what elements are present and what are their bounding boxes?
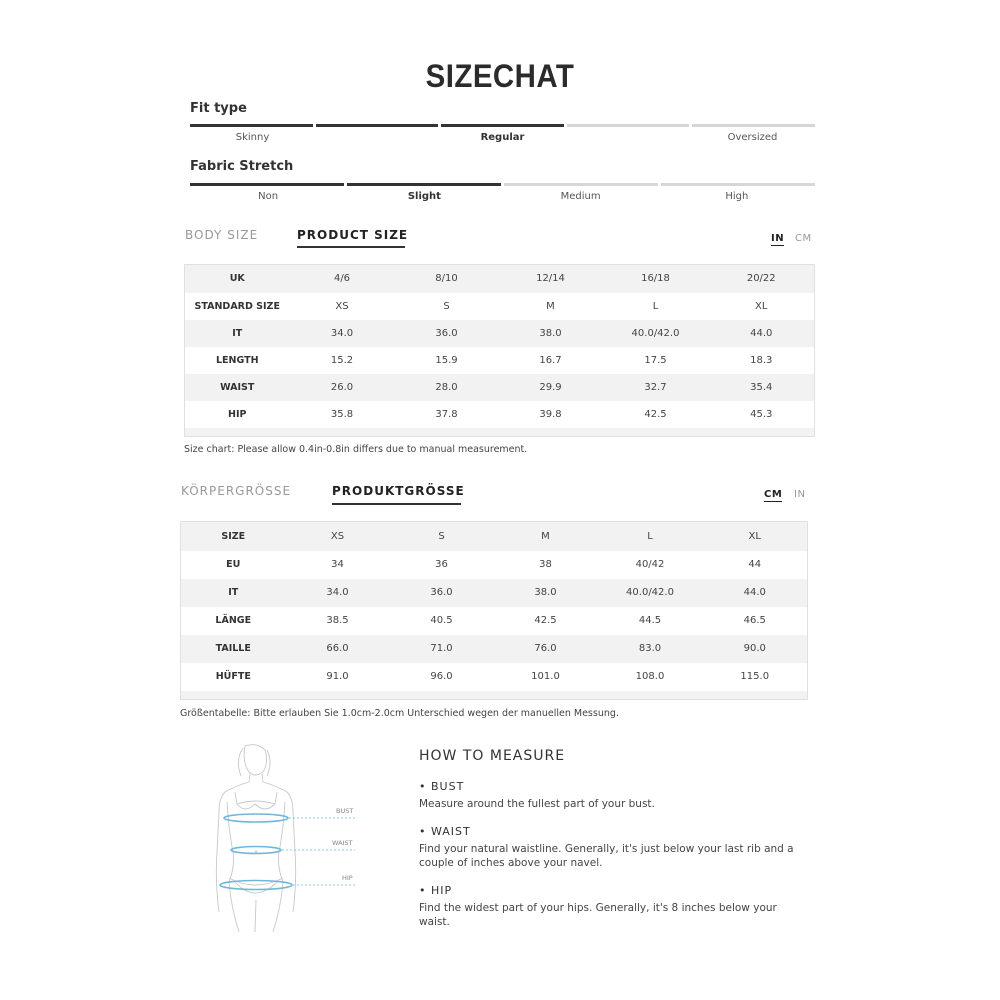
table-cell: 115.0 <box>740 671 770 682</box>
table-cell: 38 <box>539 559 552 570</box>
stretch-segment <box>347 183 501 186</box>
fit-segment <box>316 124 439 127</box>
measure-bust-desc: Measure around the fullest part of your bust. <box>419 798 655 810</box>
fit-option-blank <box>315 132 440 143</box>
table-row <box>181 663 808 691</box>
table-cell: 12/14 <box>536 273 565 285</box>
table-cell: 36.0 <box>435 327 458 339</box>
table-cell: 8/10 <box>435 273 458 285</box>
fit-segment <box>190 124 313 127</box>
row-header: LÄNGE <box>215 615 252 626</box>
fit-segment <box>567 124 690 127</box>
how-to-measure-title: HOW TO MEASURE <box>419 748 566 764</box>
figure-label-waist: WAIST <box>332 839 353 847</box>
table-cell: L <box>652 300 659 312</box>
row-header: TAILLE <box>215 643 251 654</box>
row-header: LENGTH <box>215 354 259 366</box>
table-cell: 45.3 <box>750 408 773 420</box>
table-cell: 38.0 <box>534 587 557 598</box>
row-header: HÜFTE <box>215 671 251 682</box>
fabric-stretch-bar <box>190 183 815 186</box>
table-cell: 17.5 <box>644 354 667 366</box>
table-cell: XS <box>335 300 349 312</box>
table-cell: 40.0/42.0 <box>626 587 674 598</box>
table-cell: 35.4 <box>750 381 773 393</box>
unit-toggle-cm[interactable]: CM <box>764 489 783 500</box>
table-row <box>185 265 815 293</box>
table-row <box>181 635 808 663</box>
fabric-stretch-label: Fabric Stretch <box>190 159 294 174</box>
table-cell: XL <box>748 530 761 542</box>
table-cell: 40/42 <box>635 559 665 570</box>
table-cell: 38.5 <box>326 615 349 626</box>
table-cell: 34.0 <box>326 587 349 598</box>
table-cell: 91.0 <box>326 671 349 682</box>
measure-hip-heading: • HIP <box>419 884 453 897</box>
unit-toggle-cm[interactable]: CM <box>795 233 812 244</box>
tab-produktgroesse[interactable]: PRODUKTGRÖSSE <box>332 484 465 498</box>
table-cell: S <box>438 530 445 542</box>
fit-type-options <box>190 132 815 143</box>
row-header: IT <box>228 587 239 598</box>
table-cell: 20/22 <box>746 273 776 285</box>
table-cell: 29.9 <box>539 381 562 393</box>
fit-segment <box>441 124 564 127</box>
table-row <box>181 522 808 551</box>
table-row <box>181 551 808 579</box>
fit-type-label: Fit type <box>190 101 247 116</box>
active-tab-underline <box>297 246 405 248</box>
row-header: HIP <box>228 408 247 420</box>
unit-toggle-in[interactable]: IN <box>794 489 806 500</box>
row-header: UK <box>229 273 245 285</box>
size-table-en <box>184 264 815 437</box>
unit-toggle-in[interactable]: IN <box>771 233 785 244</box>
table-cell: S <box>443 300 450 312</box>
row-header: IT <box>232 327 243 339</box>
table-row <box>185 374 815 401</box>
table-row <box>181 579 808 607</box>
table-cell: M <box>546 300 555 312</box>
stretch-segment <box>190 183 344 186</box>
table-cell: 76.0 <box>534 643 557 654</box>
table-cell: 96.0 <box>430 671 453 682</box>
active-tab-underline <box>332 503 461 505</box>
table-cell: 18.3 <box>750 354 773 366</box>
table-cell: 34.0 <box>330 327 354 339</box>
stretch-segment <box>504 183 658 186</box>
tab-body-size[interactable]: BODY SIZE <box>185 228 259 242</box>
table-cell: 35.8 <box>330 408 354 420</box>
stretch-option-high: High <box>725 191 749 202</box>
table-cell: 44.5 <box>638 615 662 626</box>
table-cell: 42.5 <box>534 615 557 626</box>
table-cell: 90.0 <box>743 643 766 654</box>
table-cell: 26.0 <box>330 381 354 393</box>
table-padding-row <box>181 691 808 700</box>
table-cell: 36.0 <box>430 587 453 598</box>
table-cell: L <box>647 530 653 542</box>
measure-waist-desc: Find your natural waistline. Generally, it's just below your last rib and a couple of inches above your navel. <box>419 843 794 869</box>
figure-label-bust: BUST <box>336 807 354 815</box>
size-chart-note-en: Size chart: Please allow 0.4in-0.8in differs due to manual measurement. <box>184 444 528 455</box>
table-cell: 39.8 <box>539 408 562 420</box>
table-row <box>185 293 815 320</box>
table-cell: 40.0/42.0 <box>631 327 680 339</box>
table-cell: 83.0 <box>638 643 662 654</box>
table-cell: XL <box>755 300 768 312</box>
table-cell: 16/18 <box>641 273 670 285</box>
table-cell: M <box>541 530 550 542</box>
table-cell: 46.5 <box>743 615 766 626</box>
table-cell: 15.2 <box>330 354 354 366</box>
page-title: SIZECHAT <box>425 58 575 94</box>
table-row <box>185 320 815 347</box>
fit-segment <box>692 124 815 127</box>
table-cell: 16.7 <box>539 354 562 366</box>
row-header: SIZE <box>221 530 246 542</box>
table-row <box>185 401 815 428</box>
size-chart-note-de: Größentabelle: Bitte erlauben Sie 1.0cm-2.0cm Unterschied wegen der manuellen Messung. <box>180 708 619 719</box>
table-cell: 4/6 <box>333 273 351 285</box>
row-header: STANDARD SIZE <box>194 300 280 312</box>
figure-label-hip: HIP <box>342 874 353 882</box>
fit-option-blank <box>565 132 690 143</box>
stretch-option-medium: Medium <box>560 191 601 202</box>
measure-waist-heading: • WAIST <box>419 825 471 838</box>
measure-bust-heading: • BUST <box>419 780 465 793</box>
table-cell: 28.0 <box>435 381 458 393</box>
table-cell: 40.5 <box>430 615 453 626</box>
table-cell: 34 <box>331 559 344 570</box>
table-cell: 71.0 <box>430 643 453 654</box>
tab-product-size[interactable]: PRODUCT SIZE <box>297 228 409 242</box>
table-row <box>185 347 815 374</box>
stretch-segment <box>661 183 815 186</box>
table-cell: 108.0 <box>635 671 665 682</box>
table-cell: XS <box>330 530 345 542</box>
row-header: EU <box>226 559 241 570</box>
fit-option-regular: Regular <box>480 132 525 143</box>
fabric-stretch-options <box>190 191 815 202</box>
stretch-option-slight: Slight <box>407 191 441 202</box>
table-cell: 37.8 <box>435 408 458 420</box>
table-padding-row <box>185 428 815 437</box>
table-cell: 101.0 <box>531 671 560 682</box>
table-cell: 44 <box>748 559 762 570</box>
table-cell: 66.0 <box>326 643 349 654</box>
size-table-de <box>180 521 808 700</box>
table-row <box>181 607 808 635</box>
table-cell: 36 <box>435 559 448 570</box>
table-cell: 42.5 <box>644 408 667 420</box>
tab-koerpergroesse[interactable]: KÖRPERGRÖSSE <box>181 484 292 498</box>
fit-type-bar <box>190 124 815 127</box>
row-header: WAIST <box>220 381 255 393</box>
table-cell: 44.0 <box>743 587 766 598</box>
table-cell: 44.0 <box>750 327 773 339</box>
measure-hip-desc: Find the widest part of your hips. Generally, it's 8 inches below your waist. <box>419 902 777 928</box>
table-cell: 32.7 <box>644 381 667 393</box>
table-cell: 15.9 <box>435 354 458 366</box>
fit-option-oversized: Oversized <box>727 132 778 143</box>
stretch-option-non: Non <box>258 191 279 202</box>
fit-option-skinny: Skinny <box>235 132 270 143</box>
table-cell: 38.0 <box>539 327 562 339</box>
